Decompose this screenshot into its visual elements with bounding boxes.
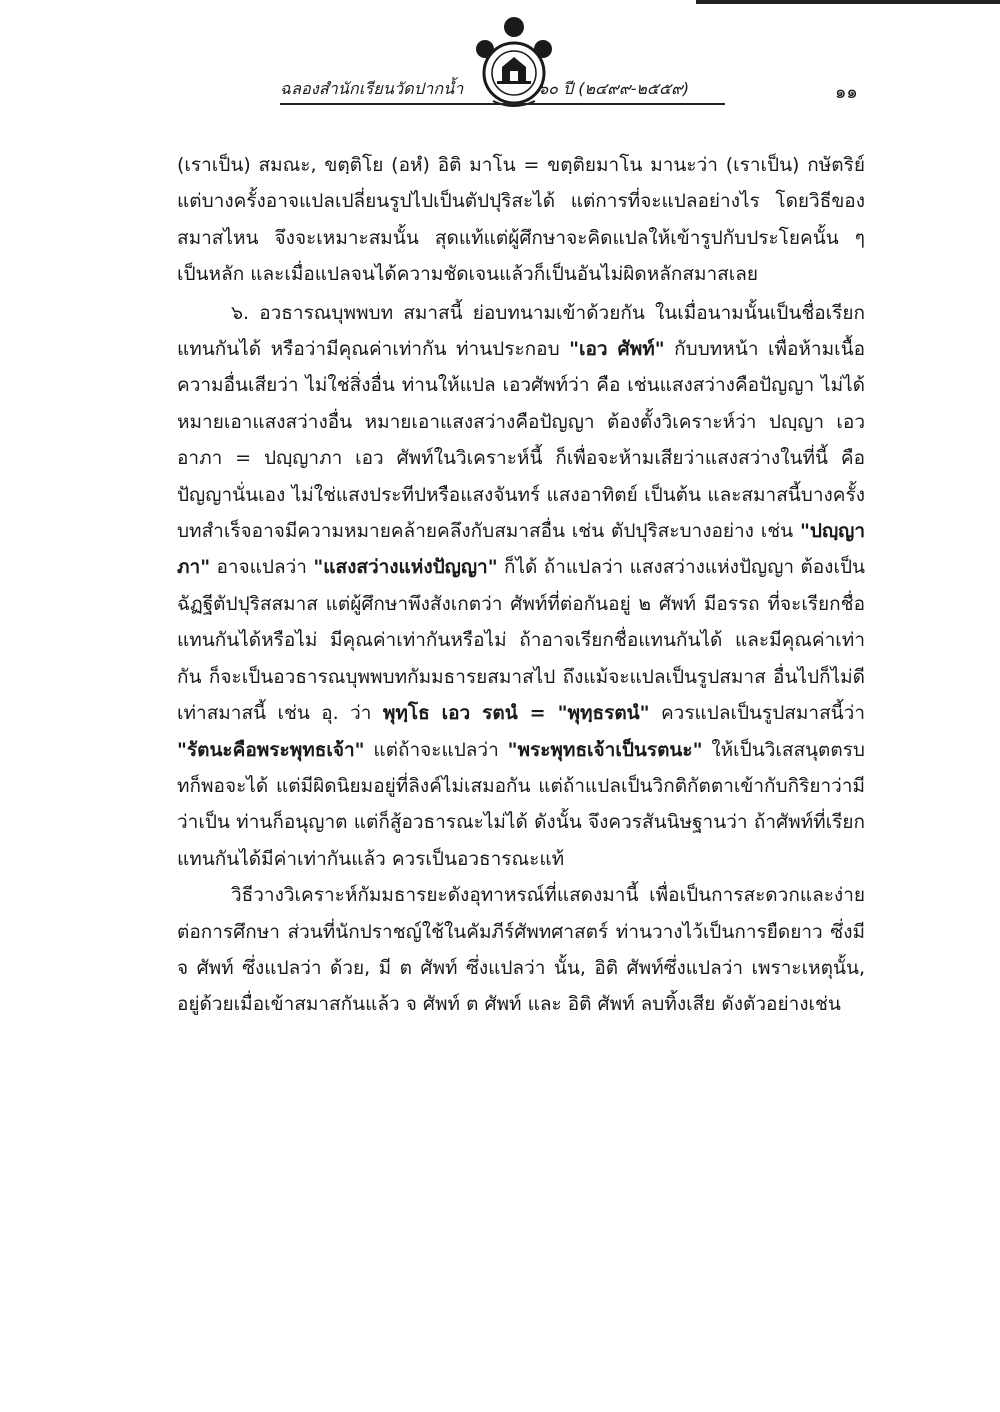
translation-buddha-is-jewel: "พระพุทธเจ้าเป็นรตนะ" bbox=[507, 738, 703, 761]
keyword-eva: "เอว ศัพท์" bbox=[569, 338, 665, 361]
paragraph-2-text: ก็ได้ ถ้าแปลว่า แสงสว่างแห่งปัญญา ต้องเป็นฉัฏฐีตัปปุริสสมาส แต่ผู้ศึกษาพึงสังเกตว่า ศัพท์ที่ต่อกันอยู่ ๒ ศัพท์ มีอรรถ ที่จะเรียกชื่อแทนกันได้หรือไม่ มีคุณค่าเท่ากันหรือไม่ ถ้าอาจเรียกชื่อแทนกันได้ และมีคุณค่าเท่ากัน ก็จะเป็นอวธารณบุพพบทกัมมธารยสมาสไป ถึงแม้จะแปลเป็นรูปสมาส อื่นไปก็ไม่ดีเท่าสมาสนี้ เช่น อุ. ว่า bbox=[177, 556, 865, 725]
translation-light-of-wisdom: "แสงสว่างแห่งปัญญา" bbox=[313, 556, 498, 579]
paragraph-2-text: อาจแปลว่า bbox=[210, 556, 314, 579]
paragraph-2-text: ๖. อวธารณบุพพบท สมาสนี้ ย่อบทนามเข้าด้วยกัน ในเมื่อนามนั้นเป็นชื่อเรียกแทนกันได้ หรือว่ามีคุณค่าเท่ากัน ท่านประกอบ bbox=[177, 301, 865, 361]
header-underline bbox=[280, 103, 725, 105]
paragraph-2-text: กับบทหน้า เพื่อห้ามเนื้อความอื่นเสียว่า ไม่ใช่สิ่งอื่น ท่านให้แปล เอวศัพท์ว่า คือ เช่นแสงสว่างคือปัญญา ไม่ได้หมายเอาแสงสว่างอื่น หมายเอาแสงสว่างคือปัญญา ต้องตั้งวิเคราะห์ว่า ปญฺญา เอว อาภา = ปญฺญาภา เอว ศัพท์ในวิเคราะห์นี้ ก็เพื่อจะห้ามเสียว่าแสงสว่างในที่นี้ คือปัญญานั่นเอง ไม่ใช่แสงประทีปหรือแสงจันทร์ แสงอาทิตย์ เป็นต้น และสมาสนี้บางครั้งบทสำเร็จอาจมีความหมายคล้ายคลึงกับสมาสอื่น เช่น ตัปปุริสะบางอย่าง เช่น bbox=[177, 338, 866, 543]
document-body bbox=[177, 147, 865, 1023]
example-pannabha: "ปญฺญาภา" bbox=[177, 520, 865, 579]
header-anniversary: ๖๐ ปี (๒๔๙๙-๒๕๕๙) bbox=[538, 79, 690, 98]
page-number: ๑๑ bbox=[835, 82, 858, 103]
header-title: ฉลองสำนักเรียนวัดปากน้ำ bbox=[280, 79, 464, 98]
paragraph-2-text: แต่ถ้าจะแปลว่า bbox=[364, 738, 508, 761]
top-edge-rule bbox=[696, 0, 1000, 4]
translation-jewel-buddha: "รัตนะคือพระพุทธเจ้า" bbox=[177, 738, 365, 761]
example-buddharatana: พุทฺโธ เอว รตนํ = "พุทฺธรตนํ" bbox=[382, 702, 650, 725]
paragraph-2 bbox=[177, 295, 865, 878]
paragraph-2-text: ควรแปลเป็นรูปสมาสนี้ว่า bbox=[649, 702, 865, 725]
paragraph-1: (เราเป็น) สมณะ, ขตฺติโย (อหํ) อิติ มาโน = ขตฺติยมาโน มานะว่า (เราเป็น) กษัตริย์ แต่บางครั้งอาจแปลเปลี่ยนรูปไปเป็นตัปปุริสะได้ แต่การที่จะแปลอย่างไร โดยวิธีของสมาสไหน จึงจะเหมาะสมนั้น สุดแท้แต่ผู้ศึกษาจะคิดแปลให้เข้ารูปกับประโยคนั้น ๆ เป็นหลัก และเมื่อแปลจนได้ความชัดเจนแล้วก็เป็นอันไม่ผิดหลักสมาสเลย bbox=[177, 154, 865, 286]
paragraph-3: วิธีวางวิเคราะห์กัมมธารยะดังอุทาหรณ์ที่แสดงมานี้ เพื่อเป็นการสะดวกและง่ายต่อการศึกษา ส่วนที่นักปราชญ์ใช้ในคัมภีร์ศัพทศาสตร์ ท่านวางไว้เป็นการยืดยาว ซึ่งมี จ ศัพท์ ซึ่งแปลว่า ด้วย, มี ต ศัพท์ ซึ่งแปลว่า นั้น, อิติ ศัพท์ซึ่งแปลว่า เพราะเหตุนั้น, อยู่ด้วยเมื่อเข้าสมาสกันแล้ว จ ศัพท์ ต ศัพท์ และ อิติ ศัพท์ ลบทิ้งเสีย ดังตัวอย่างเช่น bbox=[177, 884, 865, 1016]
page-header bbox=[280, 55, 880, 145]
paragraph-2-text: ให้เป็นวิเสสนุตตรบทก็พอจะได้ แต่มีผิดนิยมอยู่ที่ลิงค์ไม่เสมอกัน แต่ถ้าแปลเป็นวิกติกัตตาเข้ากับกิริยาว่ามีว่าเป็น ท่านก็อนุญาต แต่ก็สู้อวธารณะไม่ได้ ดังนั้น จึงควรสันนิษฐานว่า ถ้าศัพท์ที่เรียกแทนกันได้มีค่าเท่ากันแล้ว ควรเป็นอวธารณะแท้ bbox=[177, 738, 865, 870]
